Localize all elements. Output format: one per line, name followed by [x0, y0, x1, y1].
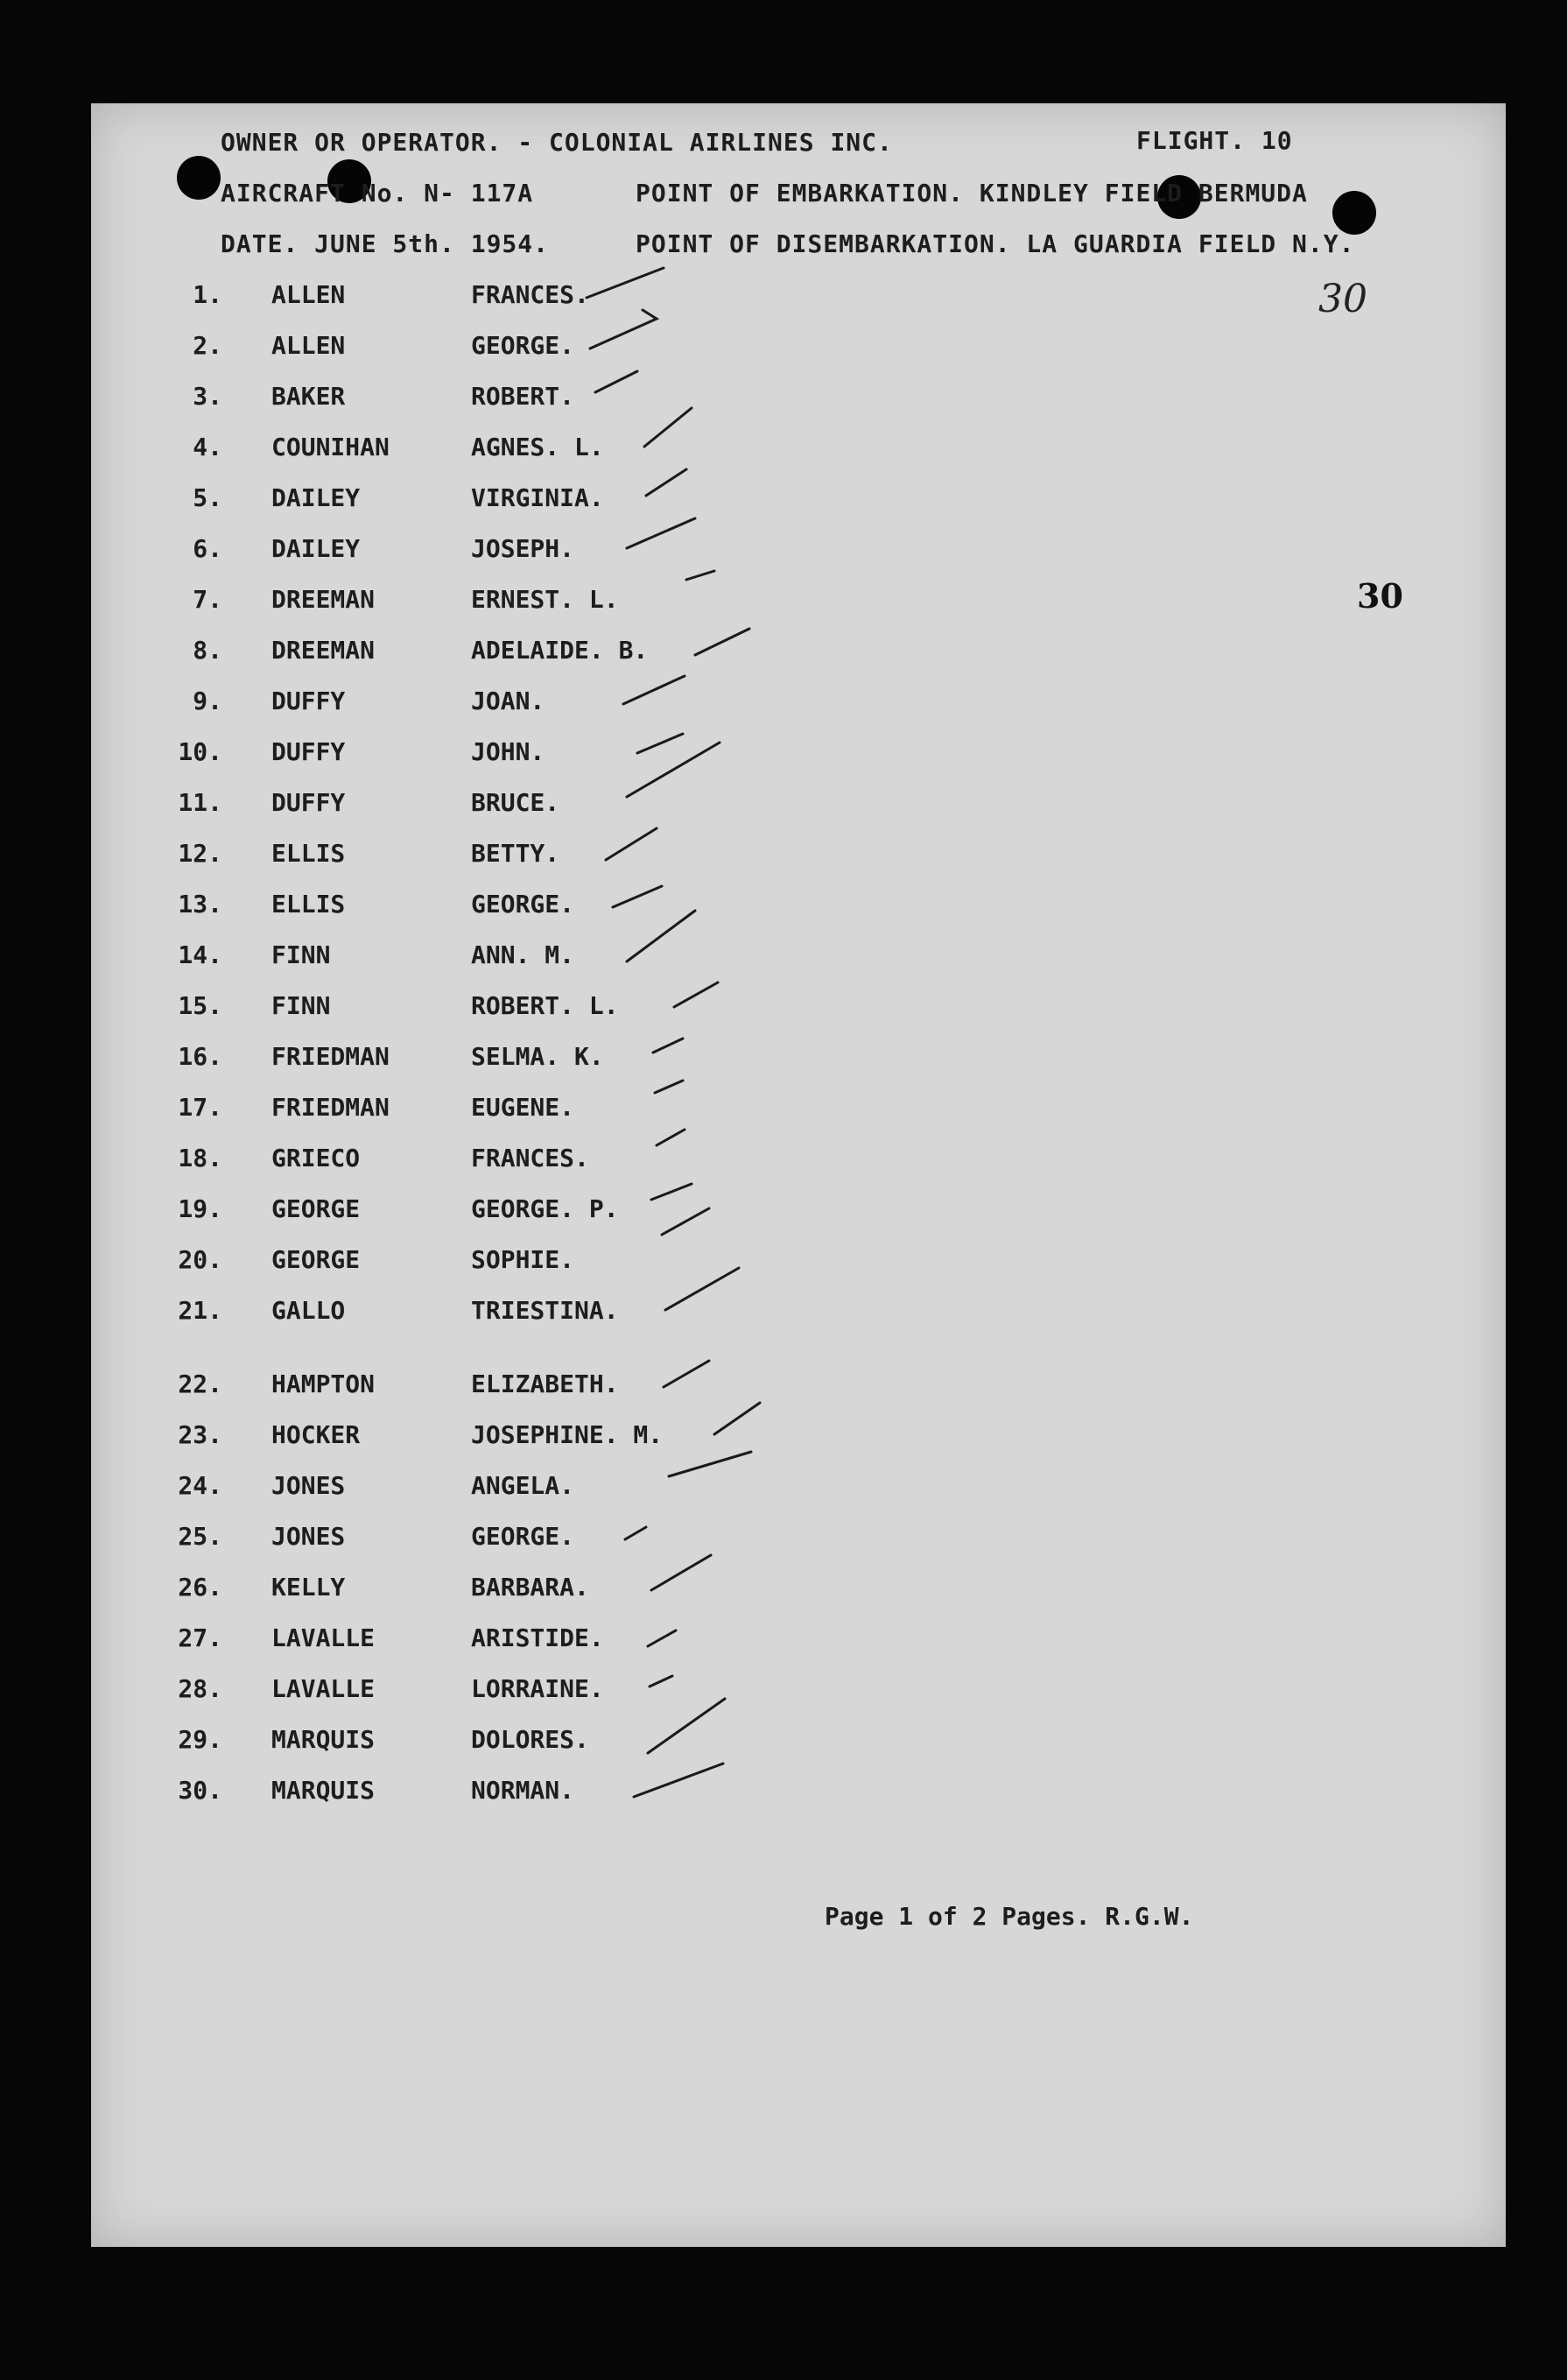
flight-date: DATE. JUNE 5th. 1954.	[221, 229, 550, 258]
passenger-surname: DUFFY	[271, 737, 346, 766]
passenger-surname: GRIECO	[271, 1144, 361, 1172]
passenger-surname: DAILEY	[271, 534, 361, 563]
passenger-surname: BAKER	[271, 382, 346, 411]
passenger-given-name: GEORGE.	[471, 331, 575, 360]
passenger-surname: DUFFY	[271, 788, 346, 817]
passenger-number: 16.	[178, 1042, 222, 1071]
passenger-number: 18.	[178, 1144, 222, 1172]
handwritten-check-marks	[91, 103, 1506, 2247]
passenger-given-name: DOLORES.	[471, 1725, 589, 1754]
passenger-surname: FRIEDMAN	[271, 1042, 390, 1071]
passenger-given-name: ELIZABETH.	[471, 1370, 619, 1398]
operator-line: OWNER OR OPERATOR. - COLONIAL AIRLINES INC.	[221, 128, 893, 157]
page-footer: Page 1 of 2 Pages. R.G.W.	[825, 1902, 1194, 1931]
passenger-given-name: EUGENE.	[471, 1093, 575, 1122]
passenger-given-name: FRANCES.	[471, 1144, 589, 1172]
passenger-number: 24.	[178, 1471, 222, 1500]
embarkation-point: POINT OF EMBARKATION. KINDLEY FIELD BERMUDA	[636, 179, 1308, 208]
aircraft-number: AIRCRAFT No. N- 117A	[221, 179, 534, 208]
passenger-given-name: GEORGE. P.	[471, 1194, 619, 1223]
passenger-given-name: ERNEST. L.	[471, 585, 619, 614]
passenger-number: 12.	[178, 839, 222, 868]
passenger-given-name: ANN. M.	[471, 940, 575, 969]
passenger-given-name: ANGELA.	[471, 1471, 575, 1500]
passenger-number: 13.	[178, 890, 222, 919]
passenger-given-name: JOAN.	[471, 687, 545, 715]
passenger-number: 10.	[178, 737, 222, 766]
passenger-surname: KELLY	[271, 1573, 346, 1602]
passenger-number: 15.	[178, 991, 222, 1020]
handwritten-count: 30	[1318, 277, 1367, 321]
passenger-number: 29.	[178, 1725, 222, 1754]
passenger-given-name: VIRGINIA.	[471, 483, 604, 512]
passenger-number: 4.	[193, 433, 222, 461]
passenger-number: 20.	[178, 1245, 222, 1274]
passenger-surname: DAILEY	[271, 483, 361, 512]
passenger-number: 7.	[193, 585, 222, 614]
passenger-surname: GEORGE	[271, 1245, 361, 1274]
passenger-number: 5.	[193, 483, 222, 512]
passenger-given-name: LORRAINE.	[471, 1674, 604, 1703]
passenger-number: 14.	[178, 940, 222, 969]
passenger-surname: DREEMAN	[271, 585, 376, 614]
passenger-given-name: ARISTIDE.	[471, 1623, 604, 1652]
passenger-given-name: NORMAN.	[471, 1776, 575, 1805]
passenger-surname: FINN	[271, 991, 331, 1020]
passenger-given-name: FRANCES.	[471, 280, 589, 309]
flight-number: FLIGHT. 10	[1136, 126, 1293, 155]
passenger-number: 8.	[193, 636, 222, 665]
passenger-surname: LAVALLE	[271, 1674, 376, 1703]
passenger-surname: COUNIHAN	[271, 433, 390, 461]
passenger-given-name: JOSEPH.	[471, 534, 575, 563]
passenger-given-name: JOHN.	[471, 737, 545, 766]
passenger-surname: GEORGE	[271, 1194, 361, 1223]
passenger-given-name: BARBARA.	[471, 1573, 589, 1602]
passenger-number: 25.	[178, 1522, 222, 1551]
passenger-number: 11.	[178, 788, 222, 817]
passenger-surname: FINN	[271, 940, 331, 969]
passenger-given-name: SOPHIE.	[471, 1245, 575, 1274]
passenger-number: 17.	[178, 1093, 222, 1122]
passenger-number: 22.	[178, 1370, 222, 1398]
passenger-given-name: AGNES. L.	[471, 433, 604, 461]
passenger-given-name: TRIESTINA.	[471, 1296, 619, 1325]
passenger-number: 26.	[178, 1573, 222, 1602]
passenger-number: 6.	[193, 534, 222, 563]
passenger-surname: ELLIS	[271, 839, 346, 868]
passenger-given-name: JOSEPHINE. M.	[471, 1420, 664, 1449]
passenger-number: 23.	[178, 1420, 222, 1449]
passenger-surname: HOCKER	[271, 1420, 361, 1449]
passenger-surname: GALLO	[271, 1296, 346, 1325]
passenger-surname: ALLEN	[271, 331, 346, 360]
passenger-number: 19.	[178, 1194, 222, 1223]
passenger-given-name: BRUCE.	[471, 788, 560, 817]
passenger-surname: FRIEDMAN	[271, 1093, 390, 1122]
passenger-number: 30.	[178, 1776, 222, 1805]
passenger-surname: LAVALLE	[271, 1623, 376, 1652]
passenger-surname: HAMPTON	[271, 1370, 376, 1398]
passenger-given-name: ADELAIDE. B.	[471, 636, 649, 665]
passenger-surname: MARQUIS	[271, 1725, 376, 1754]
passenger-given-name: GEORGE.	[471, 890, 575, 919]
page-number-stamp: 30	[1357, 576, 1403, 616]
passenger-surname: JONES	[271, 1522, 346, 1551]
passenger-given-name: BETTY.	[471, 839, 560, 868]
passenger-number: 27.	[178, 1623, 222, 1652]
passenger-number: 28.	[178, 1674, 222, 1703]
passenger-given-name: GEORGE.	[471, 1522, 575, 1551]
disembarkation-point: POINT OF DISEMBARKATION. LA GUARDIA FIELD N.Y.	[636, 229, 1355, 258]
passenger-surname: DREEMAN	[271, 636, 376, 665]
passenger-number: 3.	[193, 382, 222, 411]
passenger-surname: DUFFY	[271, 687, 346, 715]
passenger-number: 2.	[193, 331, 222, 360]
passenger-surname: ELLIS	[271, 890, 346, 919]
manifest-sheet	[91, 103, 1506, 2247]
passenger-number: 21.	[178, 1296, 222, 1325]
passenger-given-name: ROBERT. L.	[471, 991, 619, 1020]
passenger-surname: MARQUIS	[271, 1776, 376, 1805]
passenger-surname: ALLEN	[271, 280, 346, 309]
passenger-surname: JONES	[271, 1471, 346, 1500]
passenger-number: 9.	[193, 687, 222, 715]
passenger-given-name: SELMA. K.	[471, 1042, 604, 1071]
passenger-number: 1.	[193, 280, 222, 309]
passenger-given-name: ROBERT.	[471, 382, 575, 411]
